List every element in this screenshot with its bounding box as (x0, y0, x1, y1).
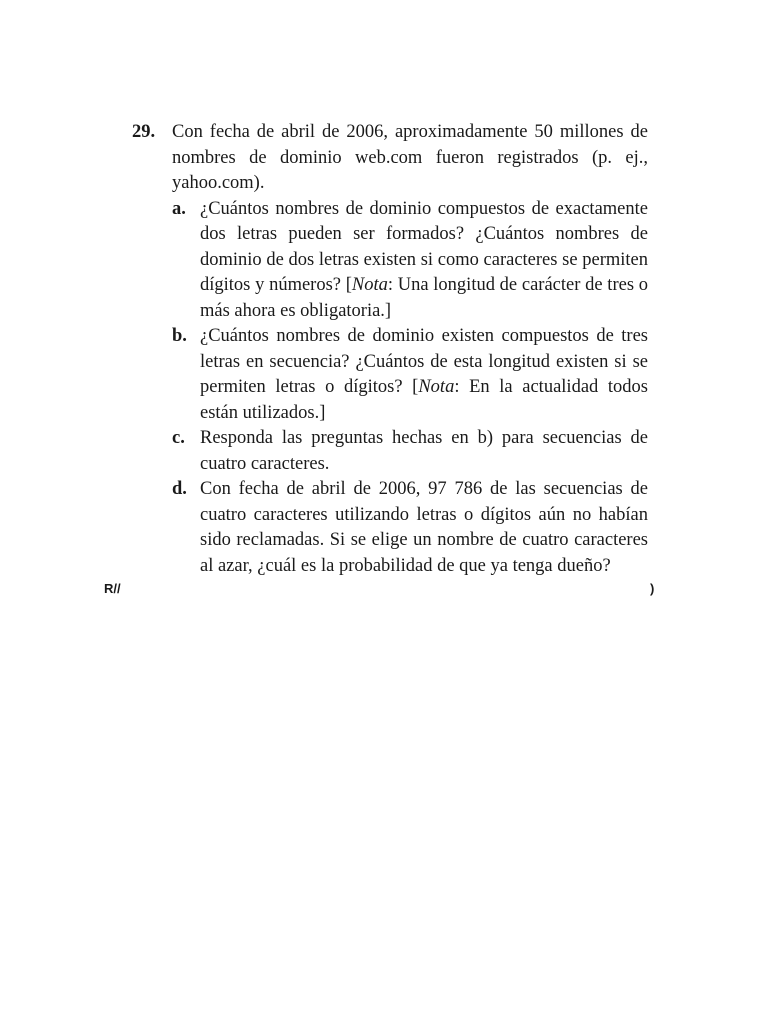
problem-number: 29. (132, 122, 156, 142)
part-text: Con fecha de abril de 2006, 97 786 de las secuencias de cuatro caracteres utilizando letras o dígitos aún no habían sido reclamadas. Si se elige un nombre de cuatro caracteres al azar, ¿cuál es la probabilidad de que ya tenga dueño? (200, 479, 648, 576)
problem-intro: Con fecha de abril de 2006, aproximadamente 50 millones de nombres de dominio web.com fueron registrados (p. ej., yahoo.com). (172, 122, 648, 193)
part-letter: c. (172, 428, 185, 448)
note-label: Nota (418, 377, 455, 397)
problem-statement (132, 120, 648, 197)
part-text-after-note: : En la actualidad todos están utilizados.] (200, 377, 648, 423)
part-letter: d. (172, 479, 187, 499)
part-c (132, 426, 648, 477)
part-a (132, 197, 648, 325)
part-letter: b. (172, 326, 187, 346)
part-b (132, 324, 648, 426)
answer-label: R// (104, 581, 121, 596)
problem-parts (132, 197, 648, 580)
part-d (132, 477, 648, 579)
part-letter: a. (172, 198, 186, 219)
part-text-before-note: ¿Cuántos nombres de dominio compuestos de exactamente dos letras pueden ser formados? ¿Cuántos nombres de dominio de dos letras existen si como caracteres se permiten dígitos y números? [ (200, 198, 648, 295)
closing-parenthesis: ) (650, 581, 655, 596)
note-label: Nota (351, 275, 388, 295)
part-text (200, 324, 648, 426)
part-text: Responda las preguntas hechas en b) para secuencias de cuatro caracteres. (200, 428, 648, 474)
problem-29 (132, 120, 648, 579)
part-text-after-note: : Una longitud de carácter de tres o más ahora es obligatoria.] (200, 275, 648, 321)
part-text-before-note: ¿Cuántos nombres de dominio existen compuestos de tres letras en secuencia? ¿Cuántos de esta longitud existen si se permiten letras o dígitos? [ (200, 326, 648, 397)
part-text (200, 197, 648, 325)
